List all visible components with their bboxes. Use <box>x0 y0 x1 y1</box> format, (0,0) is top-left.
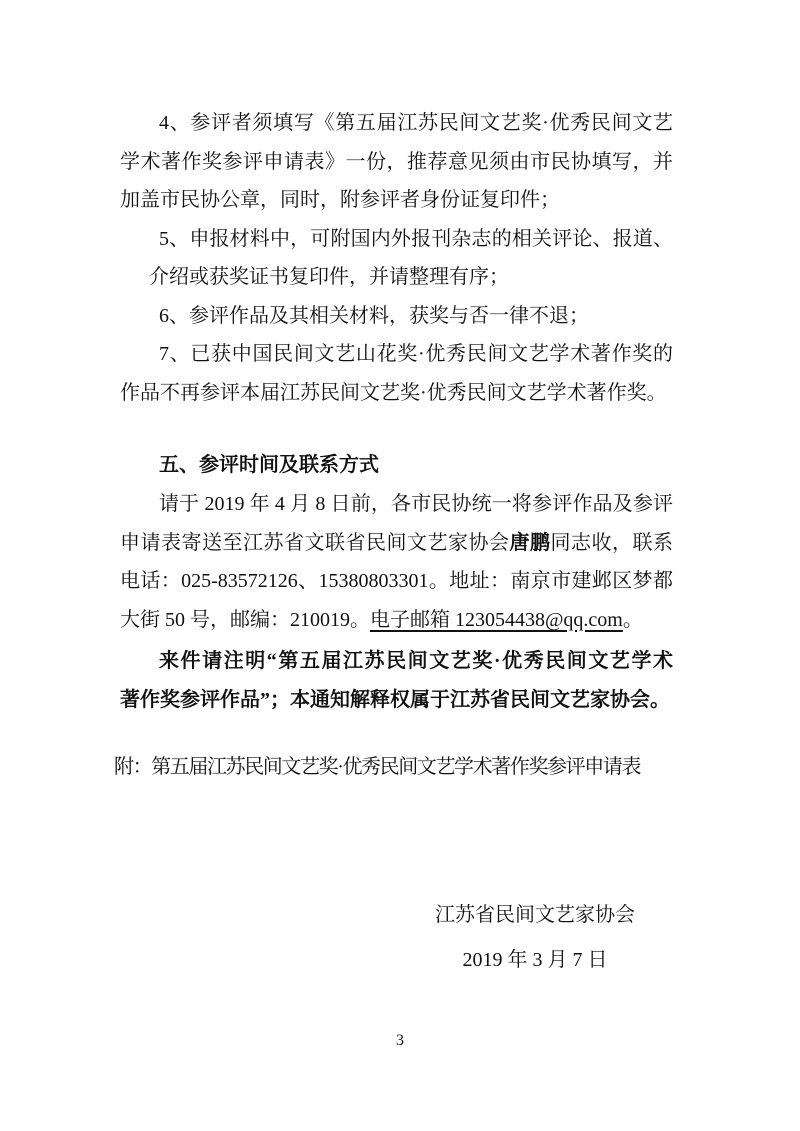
contact <box>120 485 673 639</box>
text-line <box>120 601 673 640</box>
text-line <box>120 374 673 413</box>
text-line <box>120 143 673 182</box>
text-line <box>120 642 673 681</box>
text-run: 申请表寄送至江苏省文联省民间文艺家协会 <box>120 531 510 554</box>
text-run: 4、参评者须填写《第五届江苏民间文艺奖·优秀民间文艺 <box>159 112 673 134</box>
text-run: 加盖市民协公章，同时，附参评者身份证复印件； <box>120 189 560 211</box>
text-run: 7、已获中国民间文艺山花奖·优秀民间文艺学术著作奖的 <box>159 343 673 365</box>
text-run: 作品不再参评本届江苏民间文艺奖·优秀民间文艺学术著作奖。 <box>120 381 667 404</box>
text-line <box>114 748 714 787</box>
text-line <box>120 181 673 220</box>
text-run: 著作奖参评作品”；本通知解释权属于江苏省民间文艺家协会。 <box>120 688 670 711</box>
text-run: 同志收，联系 <box>550 531 673 554</box>
text-run: 五、参评时间及联系方式 <box>159 454 379 476</box>
page-number: 3 <box>396 1032 404 1049</box>
text-run: 。 <box>622 608 643 631</box>
attachment <box>114 748 714 787</box>
text-line <box>120 562 673 601</box>
text-run: 大街 50 号，邮编：210019。 <box>120 608 370 631</box>
text-line <box>120 297 673 336</box>
text-line <box>350 941 720 980</box>
text-run: 电话：025-83572126、15380803301。地址：南京市建邺区梦都 <box>120 570 673 592</box>
text-run: 2019 年 3 月 7 日 <box>462 949 608 971</box>
text-line <box>120 220 673 259</box>
text-run: 附：第五届江苏民间文艺奖·优秀民间文艺学术著作奖参评申请表 <box>114 756 641 778</box>
text-line <box>120 258 673 297</box>
email-text: 电子邮箱 123054438@qq.com <box>370 608 623 631</box>
date <box>350 941 720 980</box>
text-line <box>120 446 673 485</box>
text-line <box>120 335 673 374</box>
text-run: 5、申报材料中，可附国内外报刊杂志的相关评论、报道、 <box>159 227 673 250</box>
heading-five <box>120 446 673 485</box>
text-run: 江苏省民间文艺家协会 <box>435 904 635 926</box>
text-line <box>120 524 673 563</box>
signature <box>350 896 720 935</box>
text-line <box>120 485 673 524</box>
text-line <box>120 104 673 143</box>
text-run: 唐鹏 <box>509 531 551 554</box>
text-run: 来件请注明“第五届江苏民间文艺奖·优秀民间文艺学术 <box>159 650 673 672</box>
text-line <box>350 896 720 935</box>
text-run: 学术著作奖参评申请表》一份，推荐意见须由市民协填写，并 <box>120 150 673 173</box>
text-run: 6、参评作品及其相关材料，获奖与否一律不退； <box>159 304 589 327</box>
text-line <box>120 681 673 720</box>
items <box>120 104 673 412</box>
note <box>120 642 673 719</box>
text-run: 请于 2019 年 4 月 8 日前，各市民协统一将参评作品及参评 <box>159 493 673 515</box>
text-run: 介绍或获奖证书复印件，并请整理有序； <box>149 266 509 288</box>
